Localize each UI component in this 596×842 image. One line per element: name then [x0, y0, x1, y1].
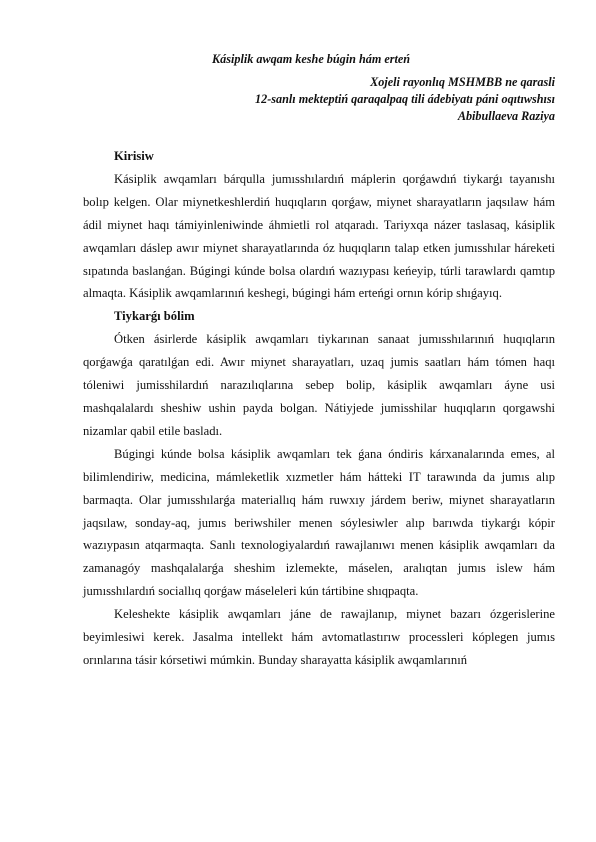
author-name: Abibullaeva Raziya: [457, 109, 555, 124]
paragraph: Ótken ásirlerde kásiplik awqamları tiykarınan sanaat jumısshılarınıń huqıqların qorǵawǵa qaratılǵan edi. Awır miynet sharayatları, uzaq jumis saatları hám tómen haqı tóleniwi jumisshilardıń narazılıqlarına sebep bolip, kásiplik awqamları áyne usi mashqalalardı sheshiw ushin payda bolgan. Nátiyjede jumisshilar huqıqların qorgawshi nizamlar qabil etile basladı.: [83, 332, 555, 438]
author-affiliation: Xojeli rayonlıq MSHMBB ne qarasli: [370, 75, 555, 89]
document-title: Kásiplik awqam keshe búgin hám erteń: [212, 52, 411, 66]
section-heading-introduction: Kirisiw: [114, 149, 154, 163]
document-body: [83, 145, 555, 672]
paragraph: Keleshekte kásiplik awqamları jáne de rawajlanıp, miynet bazarı ózgerislerine beyimlesiwi kerek. Jasalma intellekt hám avtomatlastırıw processleri kóplegen jumıs orınlarına tásir kórsetiwi múmkin. Bunday sharayatta kásiplik awqamlarınıń: [83, 607, 555, 667]
paragraph: Búgingi kúnde bolsa kásiplik awqamları tek ǵana óndiris kárxanalarında emes, al bilimlendiriw, medicina, mámleketlik xızmetler hám hátteki IT tarawında da jumıs alıp barmaqta. Olar jumısshılarǵa materiallıq hám ruwxıy járdem beriw, miynet sharayatların jaqsılaw, sonday-aq, jumıs beriwshiler menen sóylesiwler alıp barıwda tiykarǵı kópir wazıypasın atqarmaqta. Sanlı texnologiyalardıń rawajlanıwı menen kásiplik awqamları da zamanagóy mashqalalarǵa sheshim izlemekte, máselen, aralıqtan jumıs islew hám jumısshılardıń sociallıq qorǵaw máseleleri kún tártibine shıqpaqta.: [83, 446, 555, 599]
section-heading-main: Tiykarǵı bólim: [114, 309, 195, 324]
author-position: 12-sanlı mekteptiń qaraqalpaq tili ádebiyatı páni oqıtıwshısı: [255, 92, 555, 107]
paragraph: Kásiplik awqamları bárqulla jumısshılardıń máplerin qorǵawdıń tiykarǵı tayanıshı bolıp kelgen. Olar miynetkeshlerdiń huqıqların qorǵaw, miynet sharayatların jaqsılaw hám ádil miynet haqı támiyinleniwinde áhmietli rol atqaradı. Tariyxqa názer taslasaq, kásiplik awqamları dáslep awır miynet sharayatlarında óz huqıqların talap etken jumısshılar háreketi sıpatında baslanǵan. Búgingi kúnde bolsa olardıń wazıypası keńeyip, túrli tarawlardı qamtıp almaqta. Kásiplik awqamlarınıń keshegi, búgingi hám erteńgi ornın kórip shıǵayıq.: [83, 171, 555, 301]
author-info: [255, 74, 555, 126]
